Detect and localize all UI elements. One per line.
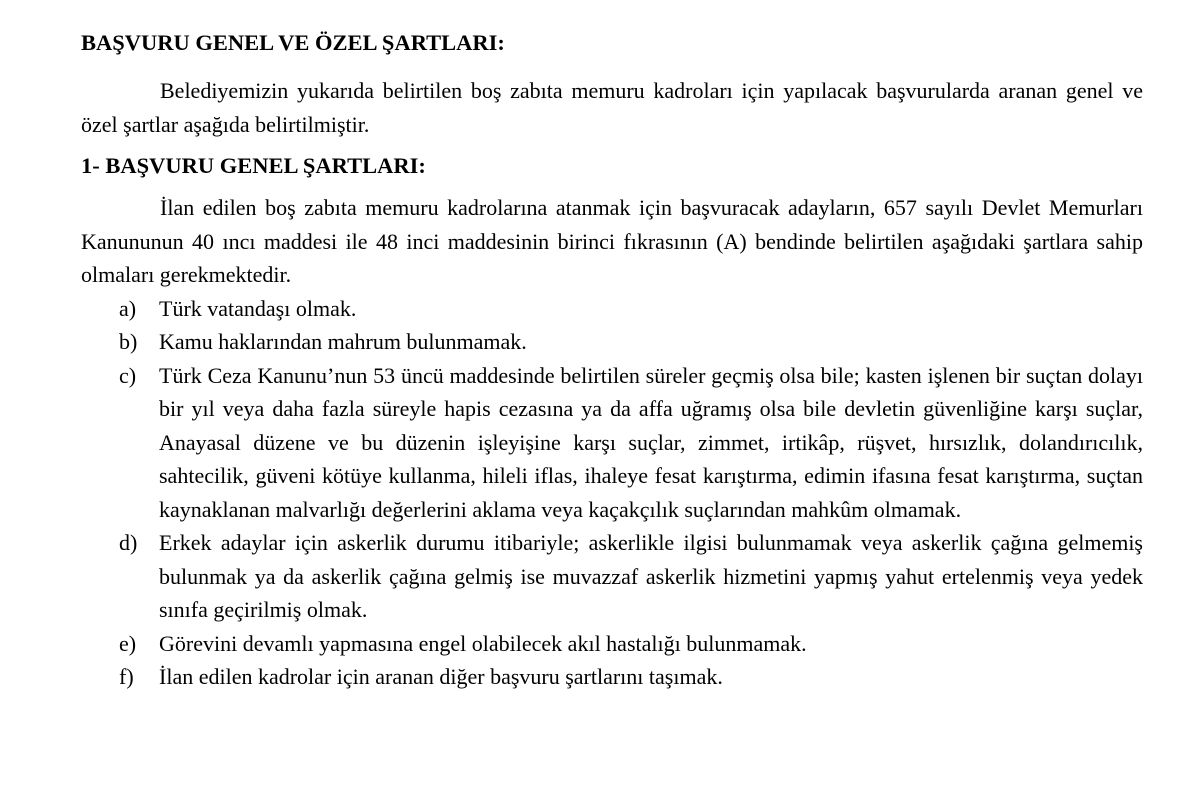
section-heading: 1- BAŞVURU GENEL ŞARTLARI:	[81, 153, 426, 178]
list-item-text: Türk vatandaşı olmak.	[159, 295, 357, 321]
list-marker: c)	[119, 362, 137, 388]
intro-paragraph: Belediyemizin yukarıda belirtilen boş zabıta memuru kadroları için yapılacak başvurularda aranan genel ve özel şartlar aşağıda belirtilmiştir.	[81, 78, 1143, 137]
list-marker: b)	[119, 329, 138, 354]
list-item	[81, 292, 1143, 326]
list-marker: e)	[119, 630, 137, 656]
list-marker: a)	[119, 295, 137, 321]
list-item	[81, 325, 1143, 359]
conditions-list	[81, 292, 1143, 694]
list-item-text: Türk Ceza Kanunu’nun 53 üncü maddesinde belirtilen süreler geçmiş olsa bile; kasten işlenen bir suçtan dolayı bir yıl veya daha fazla süreyle hapis cezasına ya da affa uğramış olsa bile devletin güvenliğine karşı suçlar, Anayasal düzene ve bu düzenin işleyişine karşı suçlar, zimmet, irtikâp, rüşvet, hırsızlık, dolandırıcılık, sahtecilik, güveni kötüye kullanma, hileli iflas, ihaleye fesat karıştırma, edimin ifasına fesat karıştırma, suçtan kaynaklanan malvarlığı değerlerini aklama veya kaçakçılık suçlarından mahkûm olmamak.	[159, 362, 1143, 522]
list-item-text: İlan edilen kadrolar için aranan diğer başvuru şartlarını taşımak.	[159, 664, 723, 689]
list-item	[81, 526, 1143, 627]
section-paragraph: İlan edilen boş zabıta memuru kadrolarına atanmak için başvuracak adayların, 657 sayılı Devlet Memurları Kanununun 40 ıncı maddesi ile 48 inci maddesinin birinci fıkrasının (A) bendinde belirtilen aşağıdaki şartlara sahip olmaları gerekmektedir.	[81, 195, 1143, 287]
list-item-text: Görevini devamlı yapmasına engel olabilecek akıl hastalığı bulunmamak.	[159, 630, 807, 656]
list-item	[81, 660, 1143, 694]
list-marker: f)	[119, 664, 134, 689]
list-item	[81, 627, 1143, 661]
list-item-text: Erkek adaylar için askerlik durumu itibariyle; askerlikle ilgisi bulunmamak veya askerlik çağına gelmemiş bulunmak ya da askerlik çağına gelmiş ise muvazzaf askerlik hizmetini yapmış yahut ertelenmiş veya yedek sınıfa geçirilmiş olmak.	[159, 530, 1143, 622]
list-item	[81, 359, 1143, 527]
list-marker: d)	[119, 530, 138, 555]
list-item-text: Kamu haklarından mahrum bulunmamak.	[159, 329, 527, 354]
main-heading: BAŞVURU GENEL VE ÖZEL ŞARTLARI:	[81, 30, 505, 55]
document-page	[81, 26, 1143, 694]
